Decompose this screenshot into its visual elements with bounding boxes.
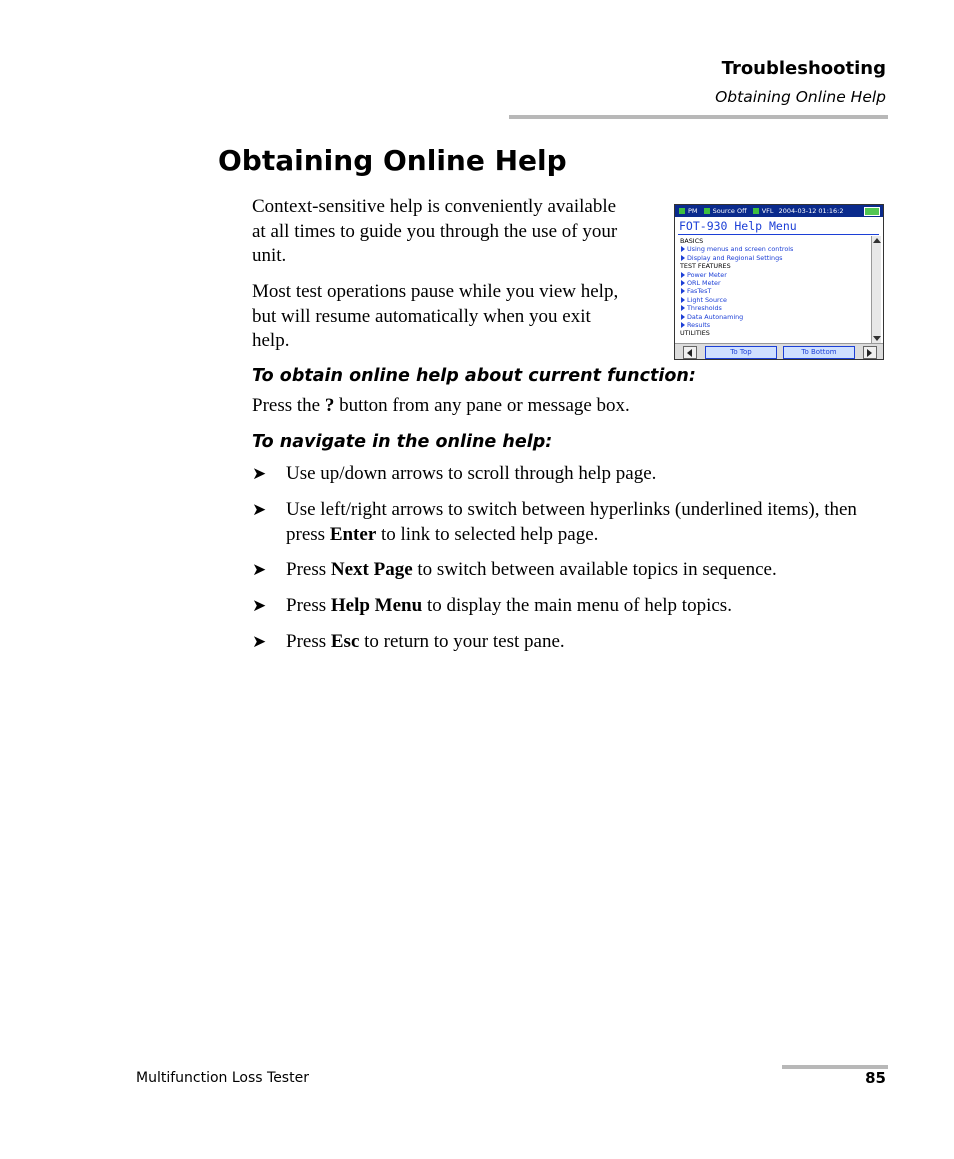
device-help-link[interactable]: Results xyxy=(680,321,870,329)
device-title-rule xyxy=(678,234,879,235)
bullet-arrow-icon: ➤ xyxy=(252,560,267,579)
arrow-left-icon xyxy=(687,349,692,357)
device-help-list xyxy=(680,237,870,341)
device-help-link[interactable]: Data Autonaming xyxy=(680,313,870,321)
bullet-text-part: to link to selected help page. xyxy=(376,523,599,545)
device-help-link[interactable]: Light Source xyxy=(680,296,870,304)
device-help-link[interactable]: Using menus and screen controls xyxy=(680,245,870,253)
intro-paragraph xyxy=(252,195,617,269)
arrow-right-icon xyxy=(867,349,872,357)
bullet-text xyxy=(286,462,896,487)
page-title: Obtaining Online Help xyxy=(218,144,567,177)
intro-line: unit. xyxy=(252,245,287,266)
bullet-text-part: to return to your test pane. xyxy=(359,631,565,652)
bullet-arrow-icon: ➤ xyxy=(252,464,267,483)
bullet-text-part: to display the main menu of help topics. xyxy=(422,595,732,616)
bullet-text xyxy=(286,558,896,583)
bullet-text-part: Press xyxy=(286,631,331,652)
to-bottom-button[interactable]: To Bottom xyxy=(783,346,855,359)
intro-line: Context-sensitive help is conveniently available xyxy=(252,196,617,217)
device-help-title: FOT-930 Help Menu xyxy=(679,219,797,233)
vfl-indicator-icon xyxy=(753,208,759,214)
device-help-section: TEST FEATURES xyxy=(680,262,731,271)
procedure-heading-navigate: To navigate in the online help: xyxy=(252,432,553,452)
footer-manual-title: Multifunction Loss Tester xyxy=(136,1070,309,1086)
pause-line: help. xyxy=(252,330,290,351)
device-datetime: 2004-03-12 01:16:2 xyxy=(778,207,844,215)
bullet-text-part: Press xyxy=(286,559,331,580)
running-header-section: Troubleshooting xyxy=(721,58,886,79)
bullet-text-part: Use up/down arrows to scroll through help page. xyxy=(286,463,657,484)
bullet-key: Next Page xyxy=(330,559,413,580)
device-status-bar xyxy=(675,205,883,217)
device-vfl: VFL xyxy=(761,207,774,215)
device-help-link[interactable]: ORL Meter xyxy=(680,279,870,287)
device-help-section: BASICS xyxy=(680,237,704,245)
source-indicator-icon xyxy=(704,208,710,214)
device-help-link[interactable]: Power Meter xyxy=(680,271,870,279)
step-key: ? xyxy=(324,395,335,416)
bullet-text-part: Use left/right arrows to switch between hyperlinks (underlined items), then press xyxy=(286,499,857,545)
help-menu-screenshot xyxy=(674,204,884,360)
header-rule xyxy=(509,115,888,119)
device-mode: PM xyxy=(688,207,698,215)
bullet-text xyxy=(286,630,896,655)
scroll-up-icon[interactable] xyxy=(873,238,881,243)
page-number: 85 xyxy=(865,1069,886,1087)
procedure-heading-current-function: To obtain online help about current function: xyxy=(252,366,696,386)
intro-line: at all times to guide you through the use of your xyxy=(252,220,618,242)
bullet-text-part: Press xyxy=(286,595,331,616)
bullet-text xyxy=(286,498,896,547)
device-help-section: UTILITIES xyxy=(680,329,710,338)
bullet-text-part: to switch between available topics in sequence. xyxy=(412,559,777,580)
next-link-button[interactable] xyxy=(863,346,877,359)
device-help-link[interactable]: Thresholds xyxy=(680,304,870,312)
pause-line: but will resume automatically when you exit xyxy=(252,305,591,327)
previous-link-button[interactable] xyxy=(683,346,697,359)
procedure-step xyxy=(252,394,630,419)
device-button-bar xyxy=(675,343,883,360)
bullet-key: Esc xyxy=(330,631,360,652)
to-top-button[interactable]: To Top xyxy=(705,346,777,359)
bullet-key: Enter xyxy=(329,523,377,545)
running-header-subsection: Obtaining Online Help xyxy=(715,88,886,106)
battery-icon xyxy=(864,207,880,216)
bullet-key: Help Menu xyxy=(330,595,423,616)
bullet-text xyxy=(286,594,896,619)
pause-line: Most test operations pause while you view help, xyxy=(252,281,619,302)
bullet-arrow-icon: ➤ xyxy=(252,632,267,651)
device-help-link[interactable]: FasTesT xyxy=(680,287,870,295)
device-help-link[interactable]: Display and Regional Settings xyxy=(680,254,870,262)
step-text: button from any pane or message box. xyxy=(334,395,630,416)
device-source: Source Off xyxy=(712,207,747,215)
pm-indicator-icon xyxy=(679,208,685,214)
bullet-arrow-icon: ➤ xyxy=(252,500,267,519)
device-scrollbar[interactable] xyxy=(871,236,881,343)
scroll-down-icon[interactable] xyxy=(873,336,881,341)
pause-paragraph xyxy=(252,280,618,354)
bullet-arrow-icon: ➤ xyxy=(252,596,267,615)
step-text: Press the xyxy=(252,395,325,416)
